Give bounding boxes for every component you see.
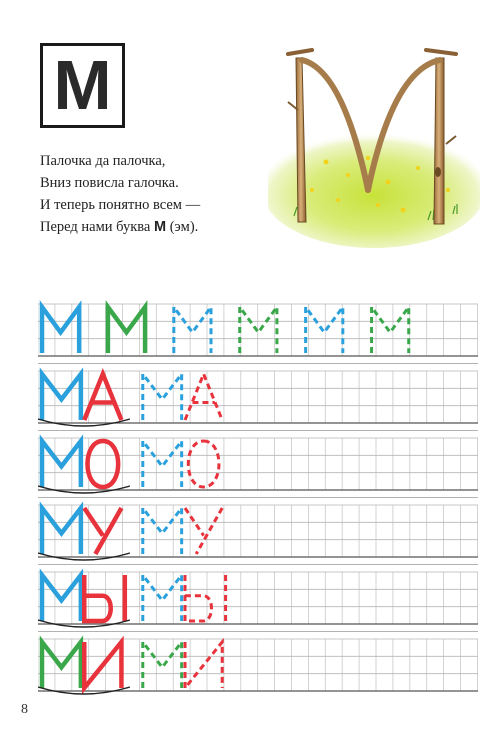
syllable-consonant-dashed — [143, 374, 182, 420]
letter-m-3 — [174, 307, 211, 353]
syllable-vowel-solid — [84, 575, 125, 621]
letter-card — [40, 43, 125, 128]
right-stick — [434, 58, 444, 224]
page-number: 8 — [21, 702, 28, 717]
poem-line-2: Вниз повисла галочка. — [40, 175, 179, 191]
letter-m-4 — [240, 307, 277, 353]
poem-line-3: И теперь понятно всем — — [40, 197, 201, 213]
syllable-consonant-solid — [42, 441, 81, 487]
syllable-consonant-dashed — [143, 642, 182, 688]
right-branch — [446, 136, 456, 144]
main-letter: М — [53, 45, 112, 124]
poem-line-4 — [40, 216, 280, 238]
writing-worksheet — [38, 296, 478, 701]
left-stick — [296, 58, 306, 222]
syllable-consonant-dashed — [143, 441, 182, 487]
syllable-vowel-dashed — [185, 508, 222, 554]
syllable-vowel-solid — [84, 374, 121, 420]
stick-letter-illustration — [268, 40, 480, 248]
poem-line-1: Палочка да палочка, — [40, 153, 166, 169]
syllable-vowel-solid — [88, 441, 119, 487]
knot — [435, 167, 441, 177]
letter-m-5 — [306, 307, 343, 353]
syllable-vowel-dashed — [185, 374, 222, 420]
syllable-consonant-dashed — [143, 575, 182, 621]
syllable-vowel-dashed — [185, 642, 222, 688]
syllable-vowel-solid — [84, 508, 121, 554]
poem — [40, 150, 280, 238]
syllable-consonant-solid — [42, 374, 81, 420]
poem-pronunciation: (эм). — [169, 219, 199, 235]
letter-m-1 — [42, 307, 79, 353]
poem-line-4-text: Перед нами буква — [40, 219, 151, 235]
syllable-consonant-solid — [42, 575, 81, 621]
syllable-vowel-solid — [84, 642, 121, 688]
syllable-consonant-solid — [42, 642, 81, 688]
syllable-consonant-solid — [42, 508, 81, 554]
poem-bold-letter: М — [154, 219, 167, 235]
letter-m-6 — [372, 307, 409, 353]
syllable-vowel-dashed — [185, 575, 226, 621]
syllable-vowel-dashed — [188, 441, 219, 487]
syllable-consonant-dashed — [143, 508, 182, 554]
